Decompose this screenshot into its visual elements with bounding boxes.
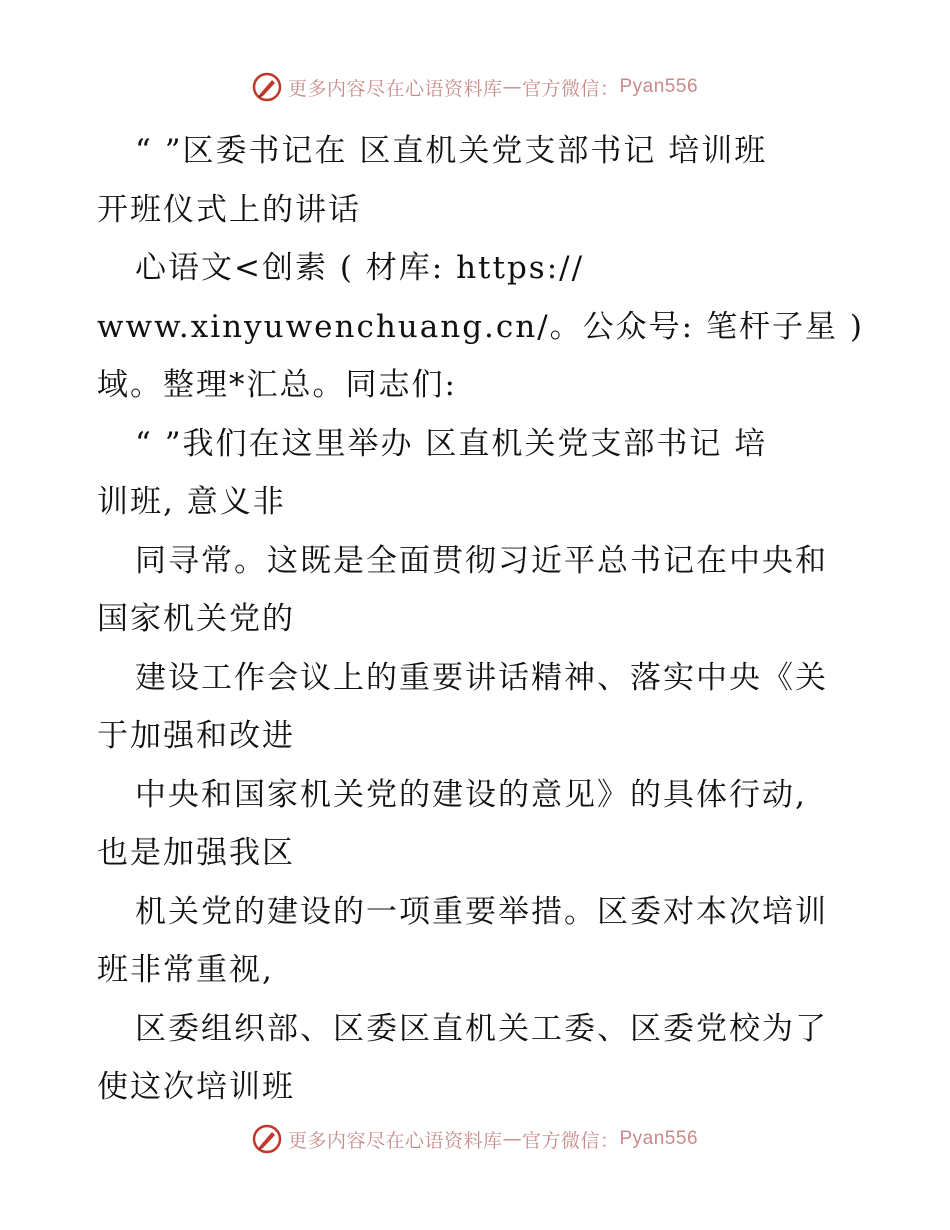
- text-line: 心语文<创素 ( 材库: https://: [135, 250, 585, 286]
- text-line: 国家机关党的: [97, 601, 295, 637]
- header-watermark: [0, 72, 950, 102]
- text-line: 开班仪式上的讲话: [97, 191, 361, 228]
- watermark-suffix: 官方微信：: [521, 1129, 620, 1152]
- pen-logo-icon: [252, 1124, 282, 1154]
- text-line: 区委组织部、区委区直机关工委、区委党校为了: [135, 1010, 828, 1047]
- text-line: 训班, 意义非: [97, 484, 286, 520]
- watermark-separator: —: [502, 76, 522, 98]
- watermark-suffix: 官方微信：: [521, 77, 620, 100]
- watermark-code: Pyan556: [619, 76, 699, 97]
- text-line: 使这次培训班: [97, 1069, 295, 1105]
- text-line: 也是加强我区: [97, 835, 295, 871]
- footer-watermark: [0, 1124, 950, 1154]
- watermark-separator: —: [502, 1128, 522, 1150]
- text-line: 班非常重视,: [97, 952, 274, 988]
- text-line: www.xinyuwenchuang.cn/。公众号: 笔杆子星 ): [97, 308, 864, 345]
- text-line: 于加强和改进: [97, 718, 295, 754]
- text-line: “ ”我们在这里举办 区直机关党支部书记 培: [135, 425, 768, 462]
- watermark-text: 更多内容尽在心语资料库: [287, 77, 503, 100]
- text-line: 中央和国家机关党的建设的意见》的具体行动,: [135, 776, 807, 813]
- pen-logo-icon: [252, 72, 282, 102]
- text-line: 建设工作会议上的重要讲话精神、落实中央《关: [135, 659, 828, 696]
- text-line: “ ”区委书记在 区直机关党支部书记 培训班: [135, 133, 768, 169]
- text-line: 同寻常。这既是全面贯彻习近平总书记在中央和: [135, 542, 828, 579]
- document-body: [97, 122, 897, 1117]
- text-line: 域。整理*汇总。同志们:: [97, 367, 457, 403]
- watermark-text: 更多内容尽在心语资料库: [287, 1129, 503, 1152]
- text-line: 机关党的建设的一项重要举措。区委对本次培训: [135, 893, 828, 930]
- watermark-code: Pyan556: [619, 1128, 699, 1149]
